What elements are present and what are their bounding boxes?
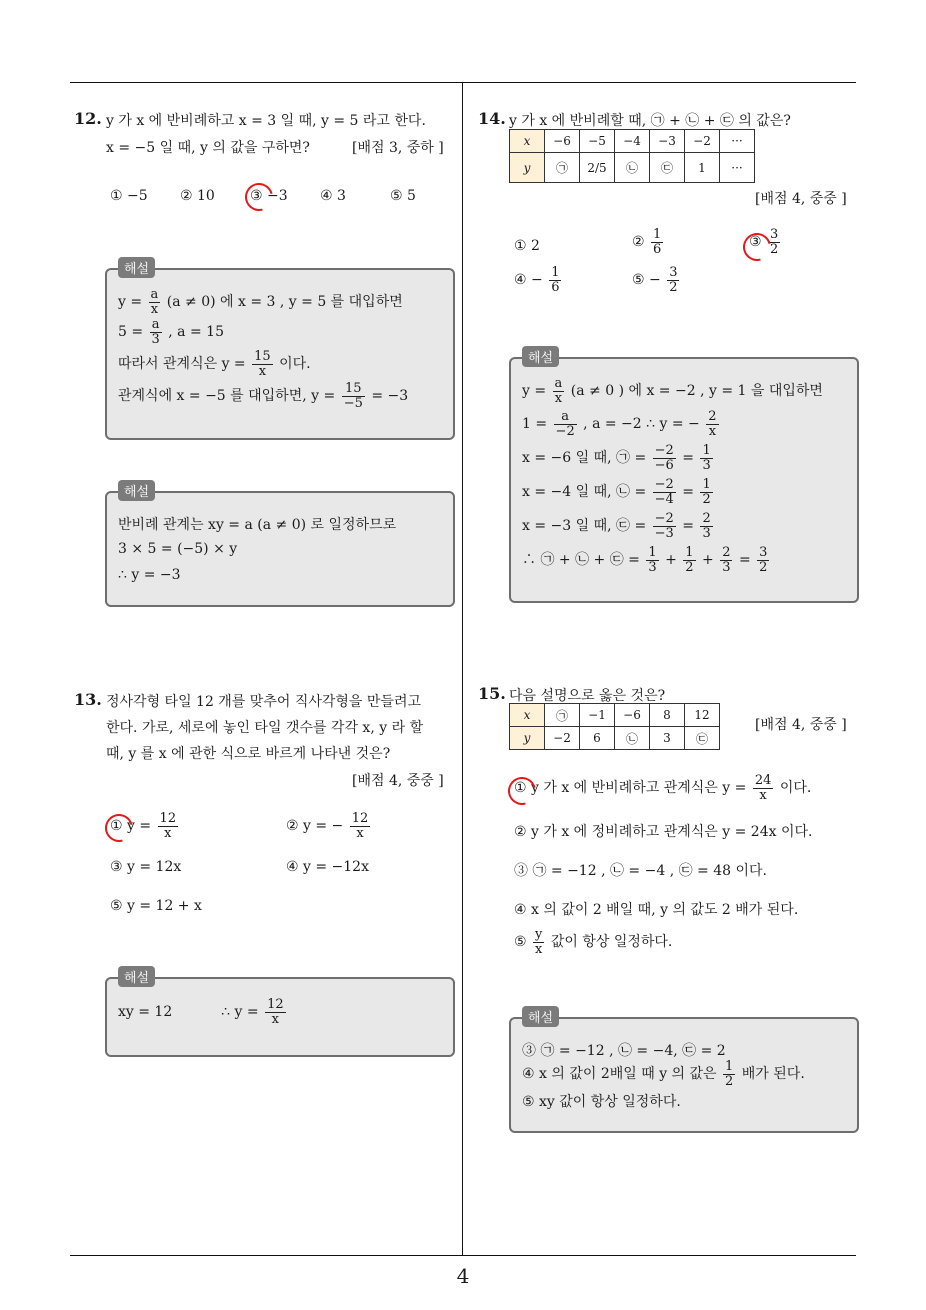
bottom-rule (70, 1255, 856, 1256)
solution-line: x = −4 일 때, ㉡ = $\frac{-2}{-4}$ = $\frac{1}{2}$ (522, 477, 711, 507)
solution-line: xy = 12 ∴ y = $\frac{12}{x}$ (118, 997, 284, 1027)
value-table (509, 129, 755, 183)
table-cell: −4 (615, 130, 650, 153)
top-rule (70, 82, 856, 83)
choice-3[interactable]: ③ $\frac{3}{2}$ (749, 227, 779, 257)
question-number: 14. (478, 109, 506, 128)
table-cell: ㉠ (545, 153, 580, 183)
choice-2[interactable]: ② 10 (180, 188, 215, 204)
choice-1[interactable]: ① −5 (110, 188, 148, 204)
choice-5[interactable]: ⑤ $\frac{y}{x}$ 값이 항상 일정하다. (514, 927, 673, 957)
table-cell: 12 (685, 704, 720, 727)
choice-3[interactable]: ③ ㉠ = −12 , ㉡ = −4 , ㉢ = 48 이다. (514, 863, 767, 879)
choice-4[interactable]: ④ y = −12x (286, 859, 369, 875)
choice-5[interactable]: ⑤ y = 12 + x (110, 898, 202, 914)
choice-1[interactable]: ① 2 (514, 238, 540, 254)
table-cell: y (510, 153, 545, 183)
solution-tag: 해설 (522, 1006, 559, 1027)
question-text: x = −5 일 때, y 의 값을 구하면? (106, 140, 310, 156)
solution-line: 1 = $\frac{a}{-2}$ , a = −2 ∴ y = − $\frac{2}{x}$ (522, 409, 717, 439)
choice-4[interactable]: ④ x 의 값이 2 배일 때, y 의 값도 2 배가 된다. (514, 902, 799, 918)
choice-4[interactable]: ④ 3 (320, 188, 346, 204)
table-cell: −2 (545, 727, 580, 750)
points-label: [배점 4, 중중 ] (755, 717, 847, 733)
question-text: 한다. 가로, 세로에 놓인 타일 갯수를 각각 x, y 라 할 (106, 720, 424, 736)
table-cell: 3 (650, 727, 685, 750)
question-text: 정사각형 타일 12 개를 맞추어 직사각형을 만들려고 (106, 694, 421, 710)
table-cell: ··· (720, 130, 755, 153)
choice-2[interactable]: ② $\frac{1}{6}$ (632, 227, 662, 257)
solution-line: ④ x 의 값이 2배일 때 y 의 값은 $\frac{1}{2}$ 배가 된다. (522, 1059, 805, 1089)
table-cell: −6 (615, 704, 650, 727)
solution-line: 따라서 관계식은 y = $\frac{15}{x}$ 이다. (118, 349, 311, 379)
choice-2[interactable]: ② y 가 x 에 정비례하고 관계식은 y = 24x 이다. (514, 824, 813, 840)
column-divider (462, 83, 463, 1255)
choice-1[interactable]: ① y 가 x 에 반비례하고 관계식은 y = $\frac{24}{x}$ 이다. (514, 773, 812, 803)
solution-line: 3 × 5 = (−5) × y (118, 541, 238, 557)
solution-line: ∴ y = −3 (118, 567, 181, 583)
solution-line: ③ ㉠ = −12 , ㉡ = −4, ㉢ = 2 (522, 1043, 726, 1059)
solution-tag: 해설 (118, 257, 155, 278)
choice-4[interactable]: ④ − $\frac{1}{6}$ (514, 265, 560, 295)
table-cell: −5 (580, 130, 615, 153)
solution-line: x = −6 일 때, ㉠ = $\frac{-2}{-6}$ = $\frac{1}{3}$ (522, 443, 711, 473)
solution-line: 5 = $\frac{a}{3}$ , a = 15 (118, 317, 224, 347)
table-cell: 2/5 (580, 153, 615, 183)
question-number: 13. (74, 690, 102, 709)
solution-line: 반비례 관계는 xy = a (a ≠ 0) 로 일정하므로 (118, 517, 397, 533)
choice-3[interactable]: ③ −3 (250, 188, 288, 204)
question-text: y 가 x 에 반비례할 때, ㉠ + ㉡ + ㉢ 의 값은? (509, 113, 791, 129)
page-number: 4 (456, 1264, 470, 1288)
table-cell: −2 (685, 130, 720, 153)
table-cell: ㉠ (545, 704, 580, 727)
solution-tag: 해설 (118, 966, 155, 987)
table-cell: 8 (650, 704, 685, 727)
choice-3[interactable]: ③ y = 12x (110, 859, 182, 875)
table-cell: ㉡ (615, 153, 650, 183)
question-text: 다음 설명으로 옳은 것은? (509, 688, 666, 704)
question-text: 때, y 를 x 에 관한 식으로 바르게 나타낸 것은? (106, 746, 391, 762)
points-label: [배점 3, 중하 ] (352, 140, 444, 156)
table-cell: x (510, 704, 545, 727)
answer-mark (240, 178, 278, 216)
points-label: [배점 4, 중중 ] (352, 773, 444, 789)
solution-line: y = $\frac{a}{x}$ (a ≠ 0) 에 x = 3 , y = 5 를 대입하면 (118, 287, 403, 317)
choice-2[interactable]: ② y = − $\frac{12}{x}$ (286, 811, 369, 841)
question-number: 15. (478, 684, 506, 703)
solution-line: y = $\frac{a}{x}$ (a ≠ 0 ) 에 x = −2 , y = 1 을 대입하면 (522, 376, 823, 406)
table-cell: −1 (580, 704, 615, 727)
solution-tag: 해설 (522, 346, 559, 367)
solution-line: 관계식에 x = −5 를 대입하면, y = $\frac{15}{-5}$ = −3 (118, 381, 409, 411)
solution-line: x = −3 일 때, ㉢ = $\frac{-2}{-3}$ = $\frac{2}{3}$ (522, 511, 711, 541)
solution-line: ⑤ xy 값이 항상 일정하다. (522, 1094, 681, 1110)
table-cell: 6 (580, 727, 615, 750)
table-cell: y (510, 727, 545, 750)
table-cell: −3 (650, 130, 685, 153)
table-cell: ㉢ (650, 153, 685, 183)
solution-line: ∴ ㉠ + ㉡ + ㉢ = $\frac{1}{3}$ + $\frac{1}{2}$ + $\frac{2}{3}$ = $\frac{3}{2}$ (522, 545, 768, 575)
question-text: y 가 x 에 반비례하고 x = 3 일 때, y = 5 라고 한다. (106, 113, 426, 129)
table-cell: ··· (720, 153, 755, 183)
table-cell: −6 (545, 130, 580, 153)
table-cell: ㉢ (685, 727, 720, 750)
points-label: [배점 4, 중중 ] (755, 191, 847, 207)
question-number: 12. (74, 109, 102, 128)
value-table (509, 703, 720, 750)
table-cell: x (510, 130, 545, 153)
choice-5[interactable]: ⑤ 5 (390, 188, 416, 204)
choice-1[interactable]: ① y = $\frac{12}{x}$ (110, 811, 177, 841)
table-cell: 1 (685, 153, 720, 183)
table-cell: ㉡ (615, 727, 650, 750)
choice-5[interactable]: ⑤ − $\frac{3}{2}$ (632, 265, 678, 295)
solution-tag: 해설 (118, 480, 155, 501)
